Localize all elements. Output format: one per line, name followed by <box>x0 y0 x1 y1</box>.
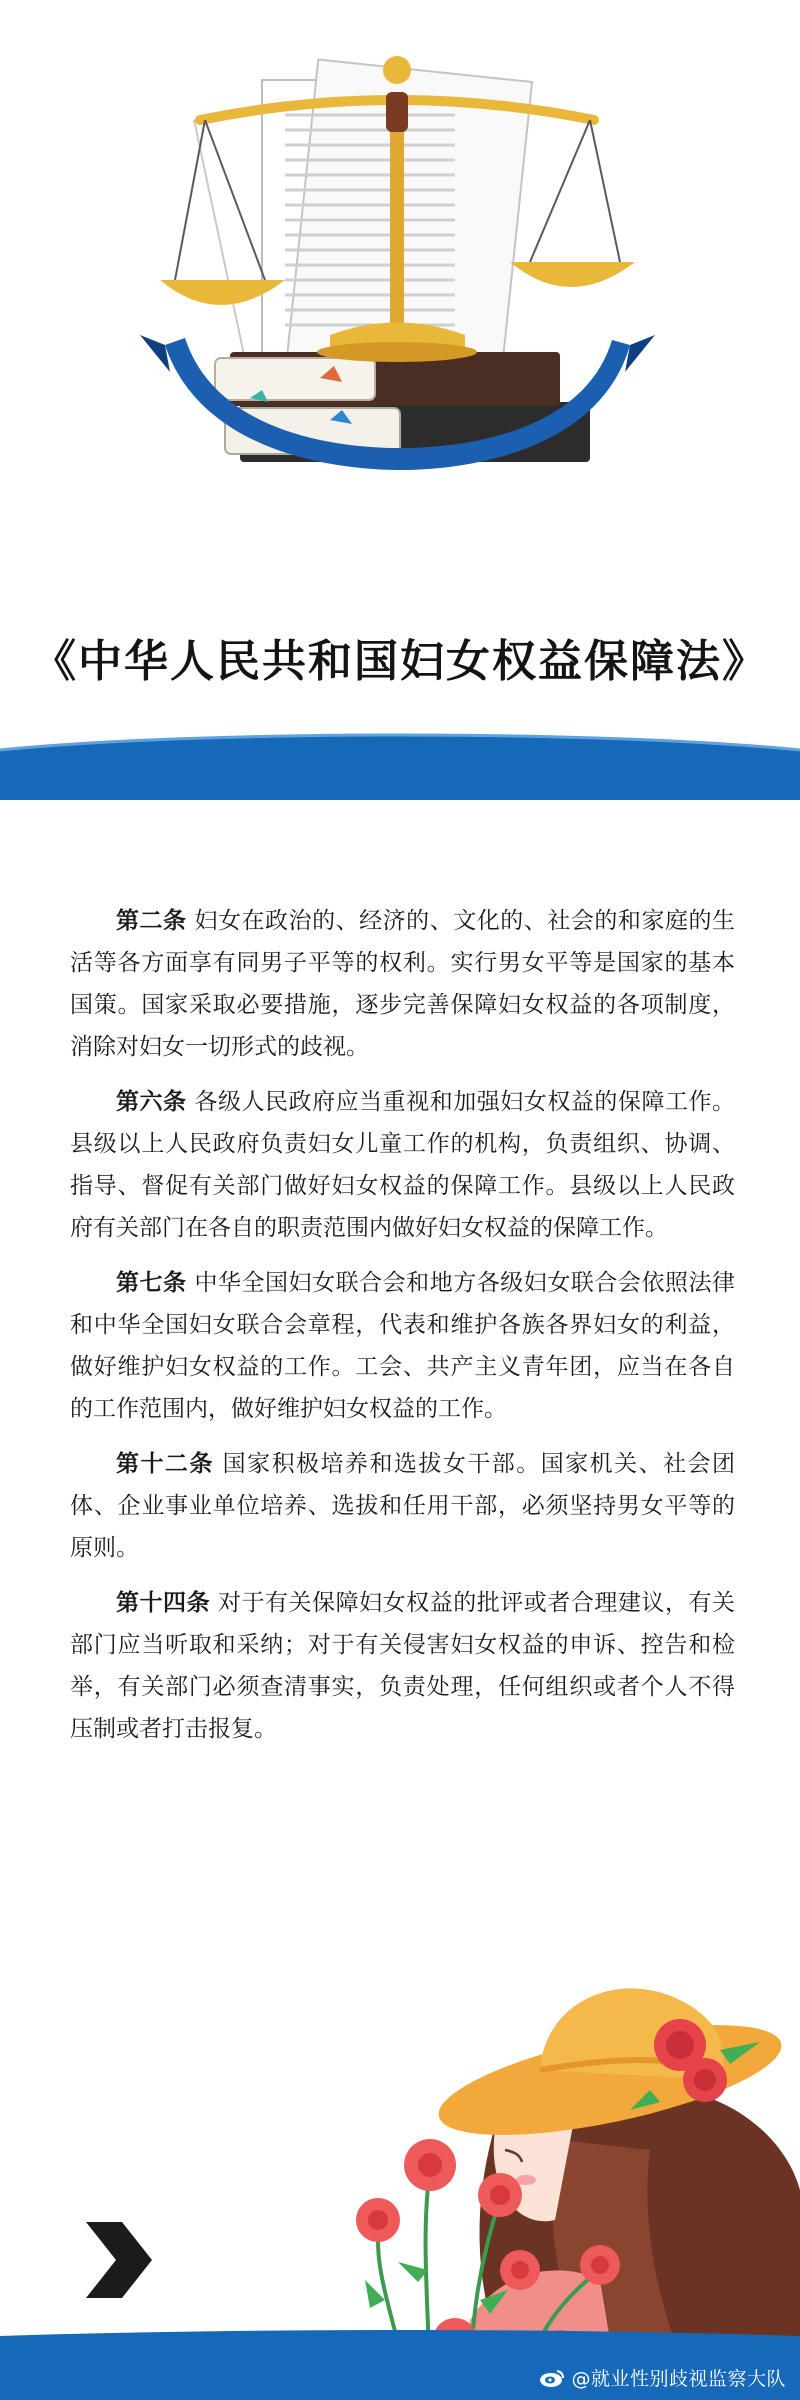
hero-illustration <box>0 0 800 560</box>
law-articles <box>70 900 735 1763</box>
blue-wave-band <box>0 730 800 800</box>
chevron-right-icon[interactable] <box>78 2218 156 2302</box>
scales-of-justice-icon <box>0 0 800 560</box>
article-text: 国家积极培养和选拔女干部。国家机关、社会团体、企业事业单位培养、选拔和任用干部，必须坚持男女平等的原则。 <box>70 1451 736 1561</box>
article-6 <box>70 1081 735 1249</box>
article-label: 第六条 <box>116 1089 187 1115</box>
article-label: 第十二条 <box>116 1451 214 1477</box>
page-title: 《中华人民共和国妇女权益保障法》 <box>32 636 768 688</box>
article-label: 第二条 <box>116 908 187 934</box>
weibo-watermark <box>539 2364 786 2391</box>
article-14 <box>70 1582 735 1750</box>
article-12 <box>70 1443 735 1569</box>
article-text: 对于有关保障妇女权益的批评或者合理建议，有关部门应当听取和采纳；对于有关侵害妇女权益的申诉、控告和检举，有关部门必须查清事实，负责处理，任何组织或者个人不得压制或者打击报复。 <box>70 1590 736 1742</box>
watermark-text: @就业性别歧视监察大队 <box>571 2368 786 2390</box>
article-7 <box>70 1262 735 1430</box>
weibo-logo-icon <box>539 2368 565 2388</box>
article-label: 第七条 <box>116 1270 187 1296</box>
article-text: 中华全国妇女联合会和地方各级妇女联合会依照法律和中华全国妇女联合会章程，代表和维护各族各界妇女的利益，做好维护妇女权益的工作。工会、共产主义青年团，应当在各自的工作范围内，做好维护妇女权益的工作。 <box>70 1270 736 1422</box>
article-text: 各级人民政府应当重视和加强妇女权益的保障工作。县级以上人民政府负责妇女儿童工作的机构，负责组织、协调、指导、督促有关部门做好妇女权益的保障工作。县级以上人民政府有关部门在各自的职责范围内做好妇女权益的保障工作。 <box>70 1089 736 1241</box>
article-label: 第十四条 <box>116 1590 211 1616</box>
article-text: 妇女在政治的、经济的、文化的、社会的和家庭的生活等各方面享有同男子平等的权利。实行男女平等是国家的基本国策。国家采取必要措施，逐步完善保障妇女权益的各项制度，消除对妇女一切形式的歧视。 <box>70 908 736 1060</box>
article-2 <box>70 900 735 1068</box>
